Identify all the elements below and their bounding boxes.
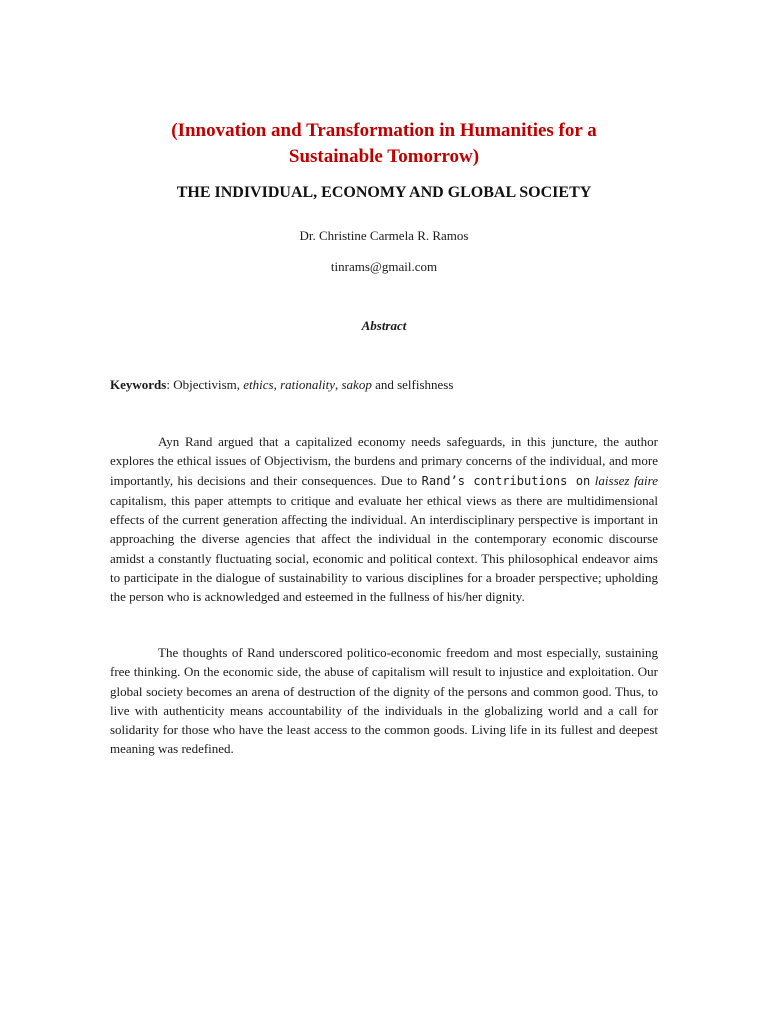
keywords-separator: : [166,377,174,392]
paragraph1-mono-text: Rand’s contributions on [421,473,591,488]
keyword-sakop: sakop [341,377,372,392]
abstract-heading: Abstract [361,318,407,333]
keyword-comma: , [236,377,244,392]
paragraph1-text-a: Ayn Rand argued that a capitalized economy needs safeguards, in this juncture, the author explores the ethical issues of Objectivism, the burdens and primary concerns of the individual, and more importantly, his decisions and their consequences. Due to [110,434,658,488]
author-email: tinrams@gmail.com [330,259,438,274]
keyword-comma: , [334,377,342,392]
keyword-comma: , [273,377,281,392]
paragraph1-text-b: capitalism, this paper attempts to critique and evaluate her ethical views as there are multidimensional effects of the current generation affecting the individual. An interdisciplinary perspective is important in approaching the diverse agencies that affect the individual in the contemporary economic discourse amidst a constantly fluctuating social, economic and political context. This philosophical endeavor aims to participate in the dialogue of sustainability to various disciplines for a broader perspective; upholding the person who is acknowledged and esteemed in the fullness of his/her dignity. [110,492,658,605]
author-name: Dr. Christine Carmela R. Ramos [299,228,469,243]
keyword-objectivism: Objectivism [173,377,237,392]
conference-title [100,118,668,170]
keyword-tail: and selfishness [371,377,454,392]
keywords-label: Keywords [110,377,167,392]
keyword-ethics: ethics [243,377,274,392]
conference-title-line2: Sustainable Tomorrow) [288,146,480,167]
abstract-paragraph-1 [110,432,658,607]
paper-title: THE INDIVIDUAL, ECONOMY AND GLOBAL SOCIETY [176,184,592,201]
abstract-paragraph-2: The thoughts of Rand underscored politico-economic freedom and most especially, sustaining free thinking. On the economic side, the abuse of capitalism will result to injustice and exploitation. Our global society becomes an arena of destruction of the dignity of the persons and common good. Thus, to live with authenticity means accountability of the individuals in the globalizing world and a call for solidarity for those who have the least access to the common goods. Living life in its fullest and deepest meaning was redefined. [110,645,658,757]
paragraph1-italic-text: laissez faire [594,472,659,488]
conference-title-line1: (Innovation and Transformation in Humanities for a [171,120,597,141]
keyword-rationality: rationality [280,377,335,392]
keywords-line [110,377,660,393]
